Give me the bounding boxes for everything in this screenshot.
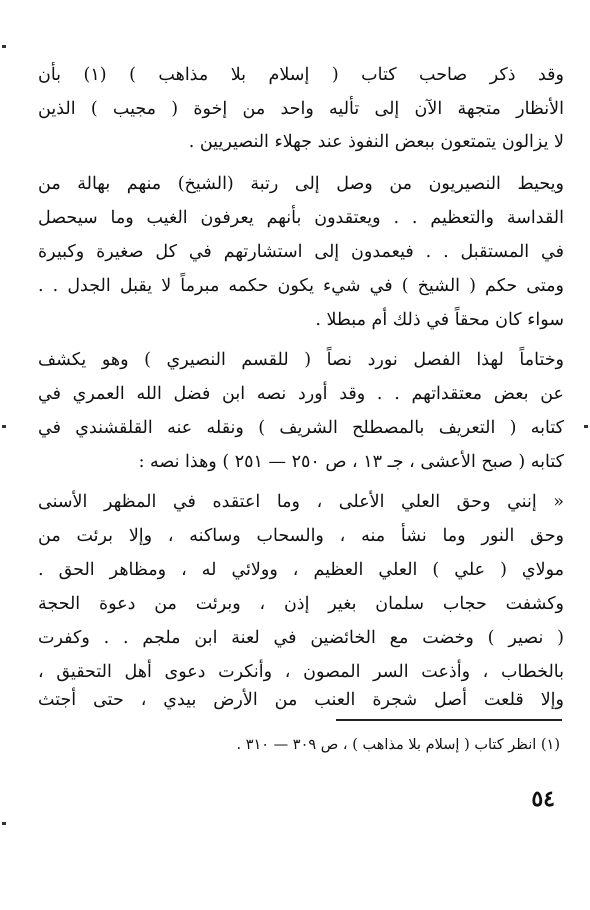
text-line: الأنظار متجهة الآن إلى تأليه واحد من إخوة ( مجيب ) الذين	[38, 99, 564, 119]
page-number: ٥٤	[531, 786, 555, 812]
text-line: سواء كان محقاً في ذلك أم مبطلا .	[315, 310, 564, 330]
footnote-divider	[336, 719, 562, 721]
text-line: « إنني وحق العلي الأعلى ، وما اعتقده في المظهر الأسنى	[38, 492, 564, 512]
scan-mark	[2, 822, 6, 825]
footnote: (١) انظر كتاب ( إسلام بلا مذاهب ) ، ص ٣٠٩ — ٣١٠ .	[236, 737, 560, 753]
text-line: في المستقبل . . فيعمدون إلى استشارتهم في كل صغيرة وكبيرة	[38, 242, 564, 262]
text-line: ومتى حكم ( الشيخ ) في شيء يكون حكمه مبرماً لا يقبل الجدل . .	[38, 276, 564, 296]
text-line: وكشفت حجاب سلمان بغير إذن ، وبرئت من دعوة الحجة	[38, 594, 564, 614]
text-line: لا يزالون يتمتعون ببعض النفوذ عند جهلاء النصيريين .	[188, 132, 564, 152]
text-line: القداسة والتعظيم . . ويعتقدون بأنهم يعرفون الغيب وما سيحصل	[38, 208, 564, 228]
text-line: كتابه ( صبح الأعشى ، جـ ١٣ ، ص ٢٥٠ — ٢٥١ ) وهذا نصه :	[138, 452, 564, 472]
scan-mark	[2, 45, 6, 48]
scan-mark	[584, 425, 588, 428]
text-line: وحق النور وما نشأ منه ، والسحاب وساكنه ، وإلا برئت من	[38, 526, 564, 546]
text-line: وإلا قلعت أصل شجرة العنب من الأرض بيدي ، حتى أجتث	[38, 690, 564, 710]
scan-mark	[2, 425, 6, 428]
text-line: عن بعض معتقداتهم . . وقد أورد نصه ابن فضل الله العمري في	[38, 384, 564, 404]
text-line: وقد ذكر صاحب كتاب ( إسلام بلا مذاهب ) (١) بأن	[38, 65, 564, 85]
text-line: مولاي ( علي ) العلي العظيم ، وولائي له ، ومظاهر الحق .	[38, 560, 564, 580]
text-line: ( نصير ) وخضت مع الخائضين في لعنة ابن ملجم . . وكفرت	[38, 628, 564, 648]
text-line: بالخطاب ، وأذعت السر المصون ، وأنكرت دعوى أهل التحقيق ،	[38, 662, 564, 682]
text-line: ويحيط النصيريون من وصل إلى رتبة (الشيخ) منهم بهالة من	[38, 174, 564, 194]
text-line: وختاماً لهذا الفصل نورد نصاً ( للقسم النصيري ) وهو يكشف	[38, 350, 564, 370]
text-line: كتابه ( التعريف بالمصطلح الشريف ) ونقله عنه القلقشندي في	[38, 418, 564, 438]
